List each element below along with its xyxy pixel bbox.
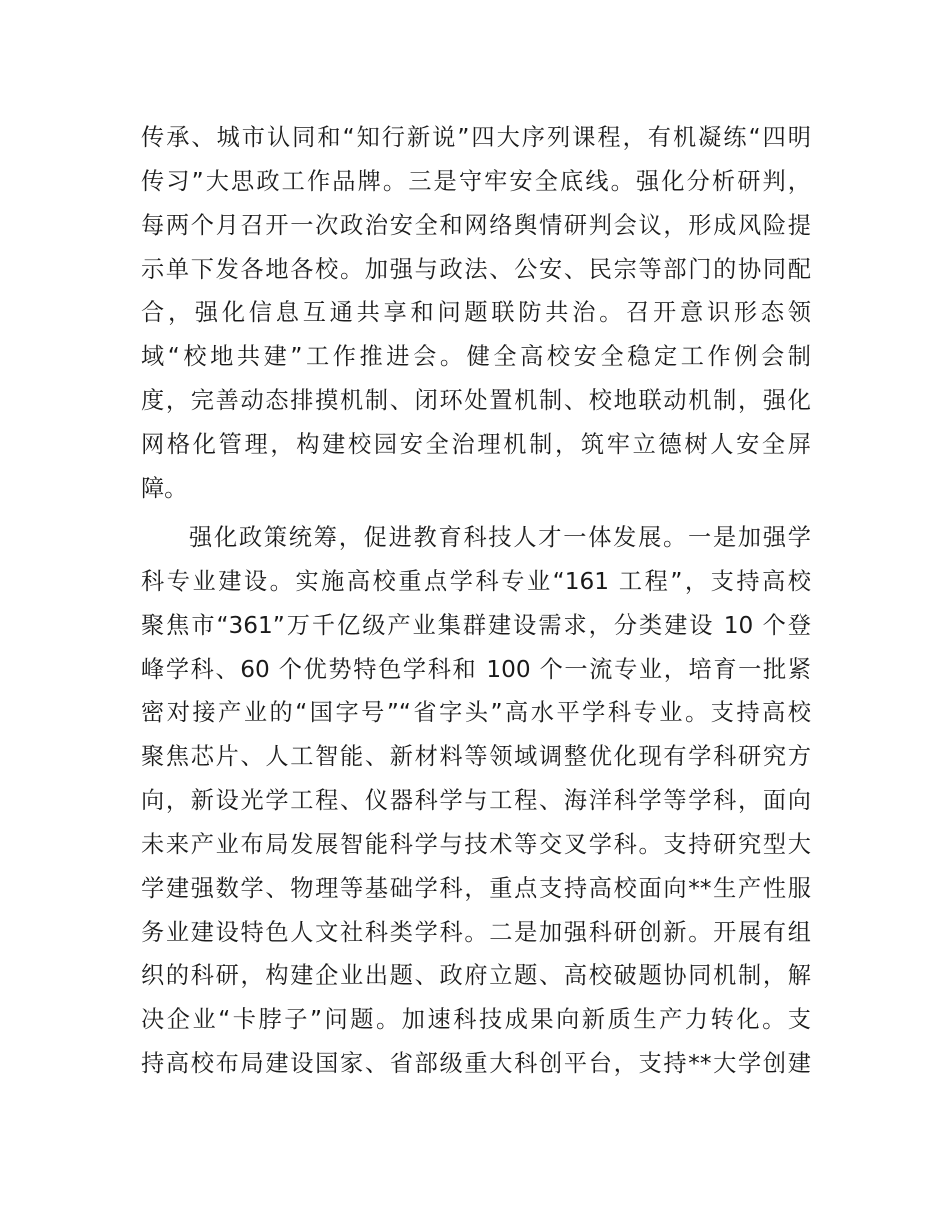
text-line: 传习”大思政工作品牌。三是守牢安全底线。强化分析研判， — [141, 167, 811, 195]
text-line: 聚焦芯片、人工智能、新材料等领域调整优化现有学科研究方 — [141, 743, 811, 771]
text-line: 合，强化信息互通共享和问题联防共治。召开意识形态领 — [141, 299, 811, 327]
text-line: 聚焦市“361”万千亿级产业集群建设需求，分类建设 10 个登 — [141, 611, 811, 639]
text-line: 密对接产业的“国字号”“省字头”高水平学科专业。支持高校 — [141, 699, 811, 727]
text-line: 向，新设光学工程、仪器科学与工程、海洋科学等学科，面向 — [141, 787, 811, 815]
text-line: 决企业“卡脖子”问题。加速科技成果向新质生产力转化。支 — [141, 1006, 811, 1034]
paragraph-1 — [141, 116, 811, 511]
text-line: 务业建设特色人文社科类学科。二是加强科研创新。开展有组 — [141, 918, 811, 946]
text-line: 障。 — [141, 474, 188, 502]
text-line: 每两个月召开一次政治安全和网络舆情研判会议，形成风险提 — [141, 211, 811, 239]
paragraph-2 — [141, 516, 811, 1086]
text-line: 峰学科、60 个优势特色学科和 100 个一流专业，培育一批紧 — [141, 655, 811, 683]
text-line: 度，完善动态排摸机制、闭环处置机制、校地联动机制，强化 — [141, 387, 811, 415]
text-line: 未来产业布局发展智能科学与技术等交叉学科。支持研究型大 — [141, 830, 811, 858]
text-line: 强化政策统筹，促进教育科技人才一体发展。一是加强学 — [189, 524, 811, 551]
text-line: 学建强数学、物理等基础学科，重点支持高校面向**生产性服 — [141, 874, 811, 902]
text-line: 域“校地共建”工作推进会。健全高校安全稳定工作例会制 — [141, 343, 811, 371]
text-line: 科专业建设。实施高校重点学科专业“161 工程”，支持高校 — [141, 567, 811, 595]
text-line: 网格化管理，构建校园安全治理机制，筑牢立德树人安全屏 — [141, 430, 811, 458]
text-line: 织的科研，构建企业出题、政府立题、高校破题协同机制，解 — [141, 962, 811, 990]
text-line: 传承、城市认同和“知行新说”四大序列课程，有机凝练“四明 — [141, 124, 811, 151]
text-line: 持高校布局建设国家、省部级重大科创平台，支持**大学创建 — [141, 1050, 811, 1078]
text-line: 示单下发各地各校。加强与政法、公安、民宗等部门的协同配 — [141, 255, 811, 283]
